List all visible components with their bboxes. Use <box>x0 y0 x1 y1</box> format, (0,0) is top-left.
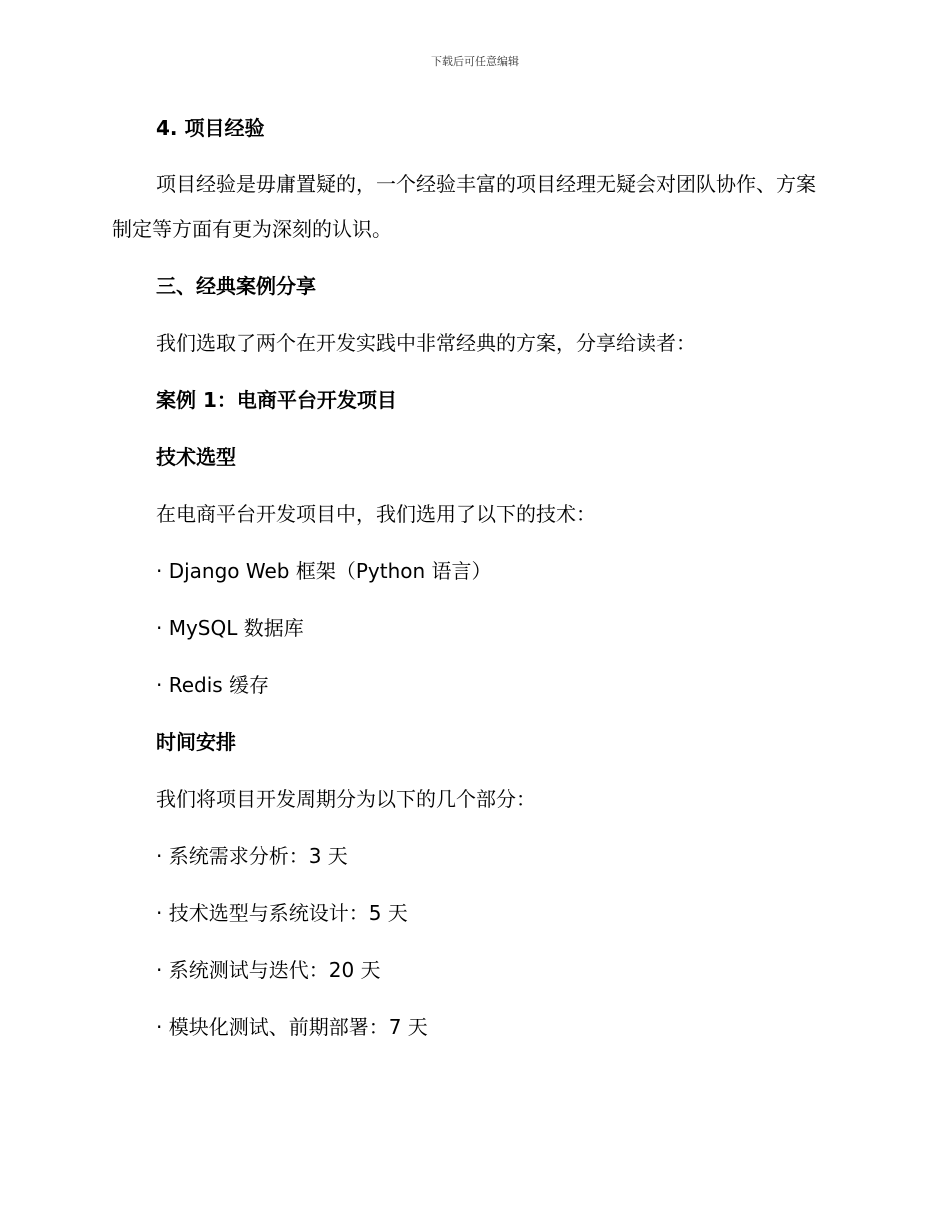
list-item-schedule-deployment: · 模块化测试、前期部署：7 天 <box>156 1015 428 1039</box>
list-item-schedule-requirements: · 系统需求分析：3 天 <box>156 844 348 868</box>
page-header: 下载后可任意编辑 <box>431 55 519 68</box>
paragraph-tech-intro: 在电商平台开发项目中，我们选用了以下的技术： <box>156 502 596 526</box>
list-item-tech-redis: · Redis 缓存 <box>156 673 270 697</box>
paragraph-project-experience: 项目经验是毋庸置疑的，一个经验丰富的项目经理无疑会对团队协作、方案制定等方面有更为深刻的认识。 <box>112 172 816 241</box>
list-item-tech-django: · Django Web 框架（Python 语言） <box>156 559 492 583</box>
heading-case-1: 案例 1：电商平台开发项目 <box>156 388 397 412</box>
heading-project-experience: 4. 项目经验 <box>156 116 265 140</box>
paragraph-schedule-intro: 我们将项目开发周期分为以下的几个部分： <box>156 787 536 811</box>
list-item-tech-mysql: · MySQL 数据库 <box>156 616 304 640</box>
heading-schedule: 时间安排 <box>156 730 236 754</box>
paragraph-cases-intro: 我们选取了两个在开发实践中非常经典的方案，分享给读者： <box>156 331 696 355</box>
list-item-schedule-design: · 技术选型与系统设计：5 天 <box>156 901 408 925</box>
heading-classic-cases: 三、经典案例分享 <box>156 274 316 298</box>
heading-tech-selection: 技术选型 <box>156 445 236 469</box>
document-body <box>112 113 828 1069</box>
list-item-schedule-testing: · 系统测试与迭代：20 天 <box>156 958 381 982</box>
